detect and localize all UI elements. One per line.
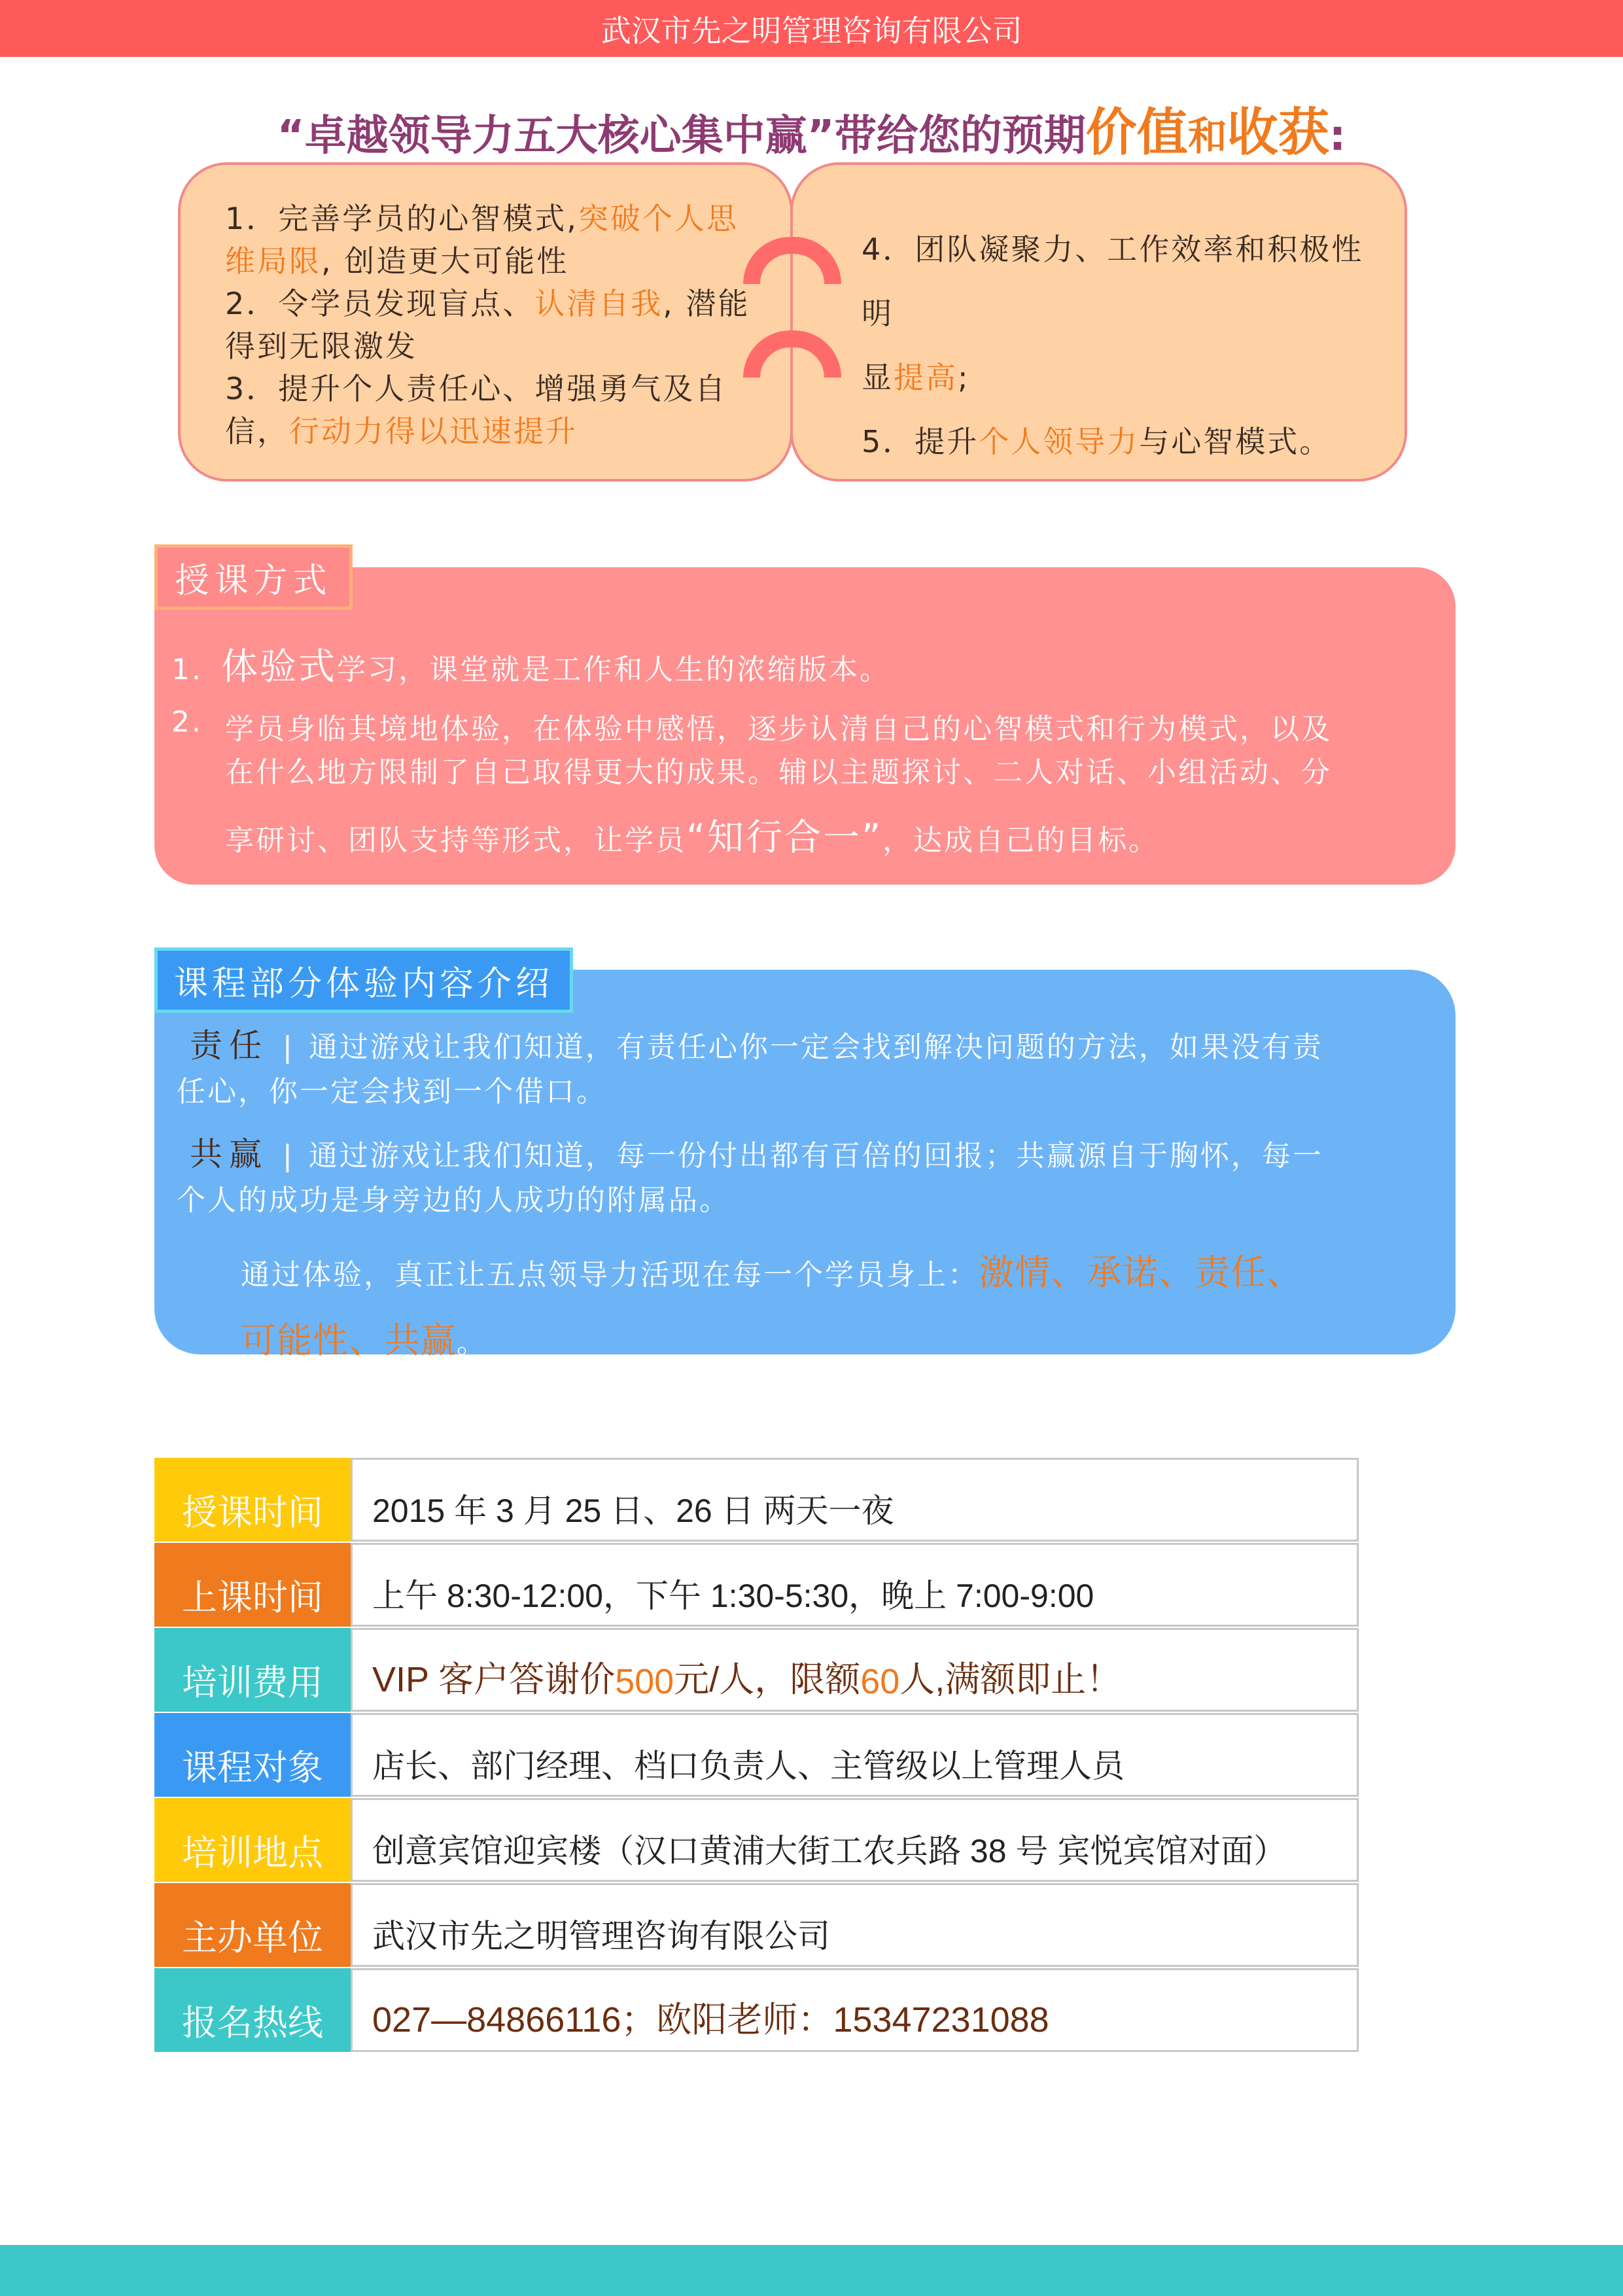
page-headline: [0, 92, 1623, 165]
value-highlight: 突破个人思: [578, 201, 739, 236]
row-value-audience: 店长、部门经理、档口负责人、主管级以上管理人员: [351, 1713, 1359, 1797]
row-value-hotline: 027—84866116；欧阳老师：15347231088: [351, 1968, 1359, 2052]
value-item-2: 2．令学员发现盲点、认清自我, 潜能 得到无限激发: [225, 286, 750, 364]
row-label-hotline: 报名热线: [154, 1968, 351, 2052]
row-label-date: 授课时间: [154, 1458, 351, 1542]
experience-summary: 通过体验，真正让五点领导力活现在每一个学员身上：激情、承诺、责任、 可能性、共赢。: [241, 1252, 1302, 1361]
experience-item-responsibility: 责任 | 通过游戏让我们知道，有责任心你一定会找到解决问题的方法，如果没有责 任心，你一定会找到一个借口。: [177, 1027, 1323, 1108]
leadership-points: 激情、承诺、责任、: [979, 1252, 1302, 1293]
teaching-method-tag: 授课方式: [154, 544, 353, 610]
experience-item-win-win: 共赢 | 通过游戏让我们知道，每一份付出都有百倍的回报；共赢源自于胸怀，每一 个人的成功是身旁边的人成功的附属品。: [177, 1135, 1323, 1217]
row-value-hours: 上午 8:30-12:00，下午 1:30-5:30，晚上 7:00-9:00: [351, 1543, 1359, 1627]
header-bar: [0, 0, 1623, 57]
footer-bar: [0, 2245, 1623, 2296]
method-item-2-line3: 享研讨、团队支持等形式，让学员“知行合一”，达成自己的目标。: [225, 817, 1160, 859]
value-item-5: 5．提升个人领导力与心智模式。: [862, 424, 1332, 459]
experience-tag: 课程部分体验内容介绍: [154, 947, 573, 1013]
value-highlight: 维局限: [225, 243, 321, 279]
table-row: [154, 1713, 1359, 1797]
value-item-4-line2: 显提高;: [862, 360, 970, 395]
value-highlight: 认清自我: [534, 286, 663, 321]
value-highlight: 提高: [894, 360, 958, 395]
method-item-2-line1: 学员身临其境地体验，在体验中感悟，逐步认清自己的心智模式和行为模式，以及: [225, 713, 1332, 746]
row-value-date: 2015 年 3 月 25 日、26 日 两天一夜: [351, 1458, 1359, 1542]
headline-highlight-gain: 收获: [1227, 103, 1329, 162]
value-item-4-line1: 4．团队凝聚力、工作效率和积极性明: [862, 232, 1364, 331]
row-label-location: 培训地点: [154, 1798, 351, 1882]
table-row: [154, 1458, 1359, 1542]
headline-highlight-value: 价值: [1085, 103, 1188, 162]
row-label-organizer: 主办单位: [154, 1883, 351, 1967]
company-name: 武汉市先之明管理咨询有限公司: [601, 12, 1022, 48]
method-item-2-line2: 在什么地方限制了自己取得更大的成果。辅以主题探讨、二人对话、小组活动、分: [225, 756, 1332, 789]
table-row: [154, 1628, 1359, 1712]
table-row: [154, 1883, 1359, 1967]
row-value-organizer: 武汉市先之明管理咨询有限公司: [351, 1883, 1359, 1967]
value-box-left: [178, 162, 793, 482]
table-row: [154, 1543, 1359, 1627]
value-box-right: [790, 162, 1407, 482]
value-item-3: 3．提升个人责任心、增强勇气及自 信，行动力得以迅速提升: [225, 371, 727, 449]
value-item-4: [862, 217, 1385, 410]
row-label-fee: 培训费用: [154, 1628, 351, 1712]
row-label-audience: 课程对象: [154, 1713, 351, 1797]
row-value-fee: VIP 客户答谢价 500 元/人，限额 60 人,满额即止！: [351, 1628, 1359, 1712]
row-label-hours: 上课时间: [154, 1543, 351, 1627]
value-item-1: 1．完善学员的心智模式,突破个人思 维局限, 创造更大可能性: [225, 201, 739, 279]
headline-colon: :: [1329, 112, 1346, 160]
table-row: [154, 1798, 1359, 1882]
headline-connector: 和: [1187, 114, 1227, 160]
leadership-points: 可能性、共赢: [241, 1320, 457, 1361]
method-item-1: 1. 体验式学习，课堂就是工作和人生的浓缩版本。: [171, 646, 890, 688]
headline-main: “卓越领导力五大核心集中赢”带给您的预期: [277, 112, 1086, 160]
value-highlight: 行动力得以迅速提升: [289, 414, 578, 449]
method-item-2-num: 2.: [171, 705, 203, 739]
value-highlight: 个人领导力: [979, 424, 1140, 459]
row-value-location: 创意宾馆迎宾楼（汉口黄浦大街工农兵路 38 号 宾悦宾馆对面）: [351, 1798, 1359, 1882]
table-row: [154, 1968, 1359, 2052]
